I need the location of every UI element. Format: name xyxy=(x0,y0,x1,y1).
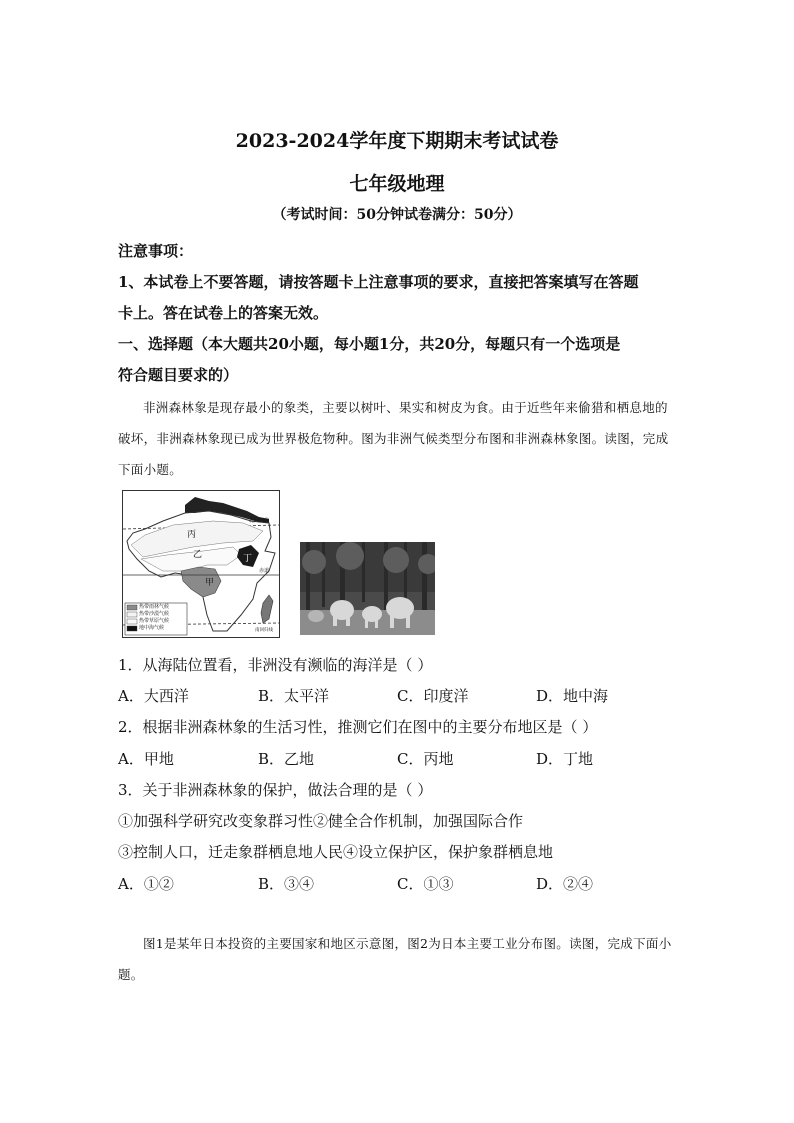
map-legend-1: 热带沙漠气候 xyxy=(139,611,170,617)
map-label-ding: 丁 xyxy=(243,554,253,564)
q2-option-b[interactable]: B．乙地 xyxy=(258,750,315,768)
passage-2: 图1是某年日本投资的主要国家和地区示意图，图2为日本主要工业分布图。读图，完成下面小题。 xyxy=(118,936,672,982)
exam-info: （考试时间：50分钟试卷满分：50分） xyxy=(272,207,522,223)
q2-option-d[interactable]: D．丁地 xyxy=(536,750,594,768)
section1-heading-line2: 符合题目要求的） xyxy=(118,366,239,384)
section1-heading-line1: 一、选择题（本大题共20小题，每小题1分，共20分，每题只有一个选项是 xyxy=(118,335,621,353)
q3-option-a[interactable]: A．①② xyxy=(118,875,174,893)
map-label-bing: 丙 xyxy=(187,530,197,540)
q1-option-c[interactable]: C．印度洋 xyxy=(397,687,469,705)
map-line-tropic-north: 北回归线 xyxy=(249,518,270,524)
question-2-stem: 2．根据非洲森林象的生活习性，推测它们在图中的主要分布地区是（ ） xyxy=(118,718,598,736)
notes-item1-line2: 卡上。答在试卷上的答案无效。 xyxy=(118,304,329,322)
notes-item1-line1: 1、本试卷上不要答题，请按答题卡上注意事项的要求，直接把答案填写在答题 xyxy=(118,273,639,291)
map-legend-3: 地中海气候 xyxy=(139,625,165,631)
map-label-yi: 乙 xyxy=(193,550,203,560)
q3-statement-1: ①加强科学研究改变象群习性②健全合作机制，加强国际合作 xyxy=(118,812,524,830)
question-1-stem: 1．从海陆位置看，非洲没有濒临的海洋是（ ） xyxy=(118,656,433,674)
forest-elephant-photo xyxy=(300,542,435,635)
q2-option-a[interactable]: A．甲地 xyxy=(118,750,174,768)
q3-option-c[interactable]: C．①③ xyxy=(397,875,454,893)
q1-option-a[interactable]: A．大西洋 xyxy=(118,687,189,705)
q1-option-d[interactable]: D．地中海 xyxy=(536,687,609,705)
question-3-stem: 3．关于非洲森林象的保护，做法合理的是（ ） xyxy=(118,781,433,799)
q3-statement-2: ③控制人口，迁走象群栖息地人民④设立保护区，保护象群栖息地 xyxy=(118,843,554,861)
q1-option-b[interactable]: B．太平洋 xyxy=(258,687,330,705)
notes-heading: 注意事项： xyxy=(118,242,194,260)
map-legend-0: 热带雨林气候 xyxy=(139,604,170,610)
map-label-jia: 甲 xyxy=(205,578,215,588)
q3-option-b[interactable]: B．③④ xyxy=(258,875,315,893)
map-line-tropic-south: 南回归线 xyxy=(255,628,273,633)
passage-1: 非洲森林象是现存最小的象类，主要以树叶、果实和树皮为食。由于近些年来偷猎和栖息地的破坏，非洲森林象现已成为世界极危物种。图为非洲气候类型分布图和非洲森林象图。读图，完成下面小题。 xyxy=(118,400,669,477)
exam-title: 2023-2024学年度下期期末考试试卷 xyxy=(235,130,559,152)
q3-option-d[interactable]: D．②④ xyxy=(536,875,594,893)
africa-climate-map xyxy=(122,490,280,638)
map-line-equator: 赤道 xyxy=(259,568,270,574)
q2-option-c[interactable]: C．丙地 xyxy=(397,750,454,768)
exam-subject: 七年级地理 xyxy=(349,173,445,195)
map-legend-2: 热带草原气候 xyxy=(139,618,170,624)
